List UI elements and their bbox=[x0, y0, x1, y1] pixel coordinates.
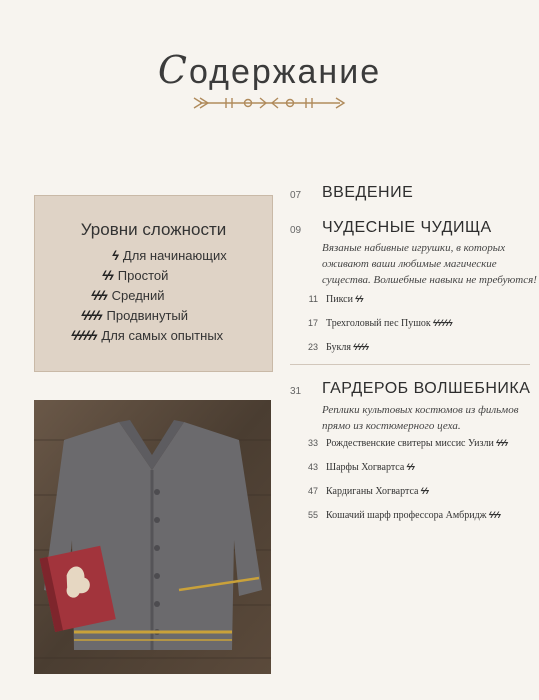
level-item: ϟ Для начинающих bbox=[112, 248, 227, 263]
toc-heading-wardrobe[interactable]: ГАРДЕРОБ ВОЛШЕБНИКА bbox=[322, 380, 531, 397]
toc-entry[interactable]: 47 Кардиганы Хогвартса ϟϟ bbox=[307, 486, 429, 497]
section-divider bbox=[290, 364, 530, 365]
toc-description: Вязаные набивные игрушки, в которых оживают ваши любимые магические существа. Волшебные навыки не требуются! bbox=[322, 242, 537, 286]
toc-heading-intro[interactable]: ВВЕДЕНИЕ bbox=[322, 184, 414, 201]
bolt-icon: ϟϟϟ bbox=[495, 438, 508, 448]
bolt-icon: ϟϟ bbox=[354, 294, 363, 304]
bolt-icon: ϟ bbox=[112, 248, 117, 263]
toc-entry[interactable]: 33 Рождественские свитеры миссис Уизли ϟϟϟ bbox=[307, 438, 508, 449]
toc-page-number: 31 bbox=[290, 386, 302, 397]
toc-page-number: 07 bbox=[290, 190, 302, 201]
bolt-icon: ϟϟϟ bbox=[488, 510, 500, 520]
level-item: ϟϟϟ Средний bbox=[91, 288, 165, 303]
bolt-icon: ϟϟϟϟ bbox=[352, 342, 369, 352]
bolt-icon: ϟϟϟϟϟ bbox=[71, 328, 96, 343]
toc-entry[interactable]: 17 Трехголовый пес Пушок ϟϟϟϟϟ bbox=[307, 318, 452, 329]
title-initial: С bbox=[157, 48, 189, 92]
level-item: ϟϟ Простой bbox=[102, 268, 169, 283]
toc-page-number: 09 bbox=[290, 225, 302, 236]
bolt-icon: ϟϟϟϟ bbox=[81, 308, 101, 323]
toc-entry[interactable]: 43 Шарфы Хогвартса ϟϟ bbox=[307, 462, 414, 473]
levels-title: Уровни сложности bbox=[80, 220, 227, 239]
bolt-icon: ϟϟϟϟϟ bbox=[432, 318, 452, 328]
bolt-icon: ϟϟ bbox=[406, 462, 414, 472]
toc-entry[interactable]: 11 Пикси ϟϟ bbox=[308, 294, 363, 305]
toc-entry[interactable]: 23 Букля ϟϟϟϟ bbox=[307, 342, 369, 353]
page-title bbox=[0, 48, 539, 92]
bolt-icon: ϟϟ bbox=[420, 486, 429, 496]
level-item: ϟϟϟϟ Продвинутый bbox=[81, 308, 189, 323]
toc-description: Реплики культовых костюмов из фильмов прямо из костюмерного цеха. bbox=[322, 404, 519, 432]
bolt-icon: ϟϟ bbox=[102, 268, 112, 283]
toc-entry[interactable]: 55 Кошачий шарф профессора Амбридж ϟϟϟ bbox=[307, 510, 500, 521]
cardigan-photo bbox=[34, 400, 271, 674]
level-item: ϟϟϟϟϟ Для самых опытных bbox=[71, 328, 224, 343]
bolt-icon: ϟϟϟ bbox=[91, 288, 106, 303]
difficulty-levels-box bbox=[34, 195, 273, 372]
title-rest: одержание bbox=[188, 53, 382, 91]
arrow-ornament-icon bbox=[190, 90, 350, 116]
toc-heading-creatures[interactable]: ЧУДЕСНЫЕ ЧУДИЩА bbox=[322, 219, 492, 236]
